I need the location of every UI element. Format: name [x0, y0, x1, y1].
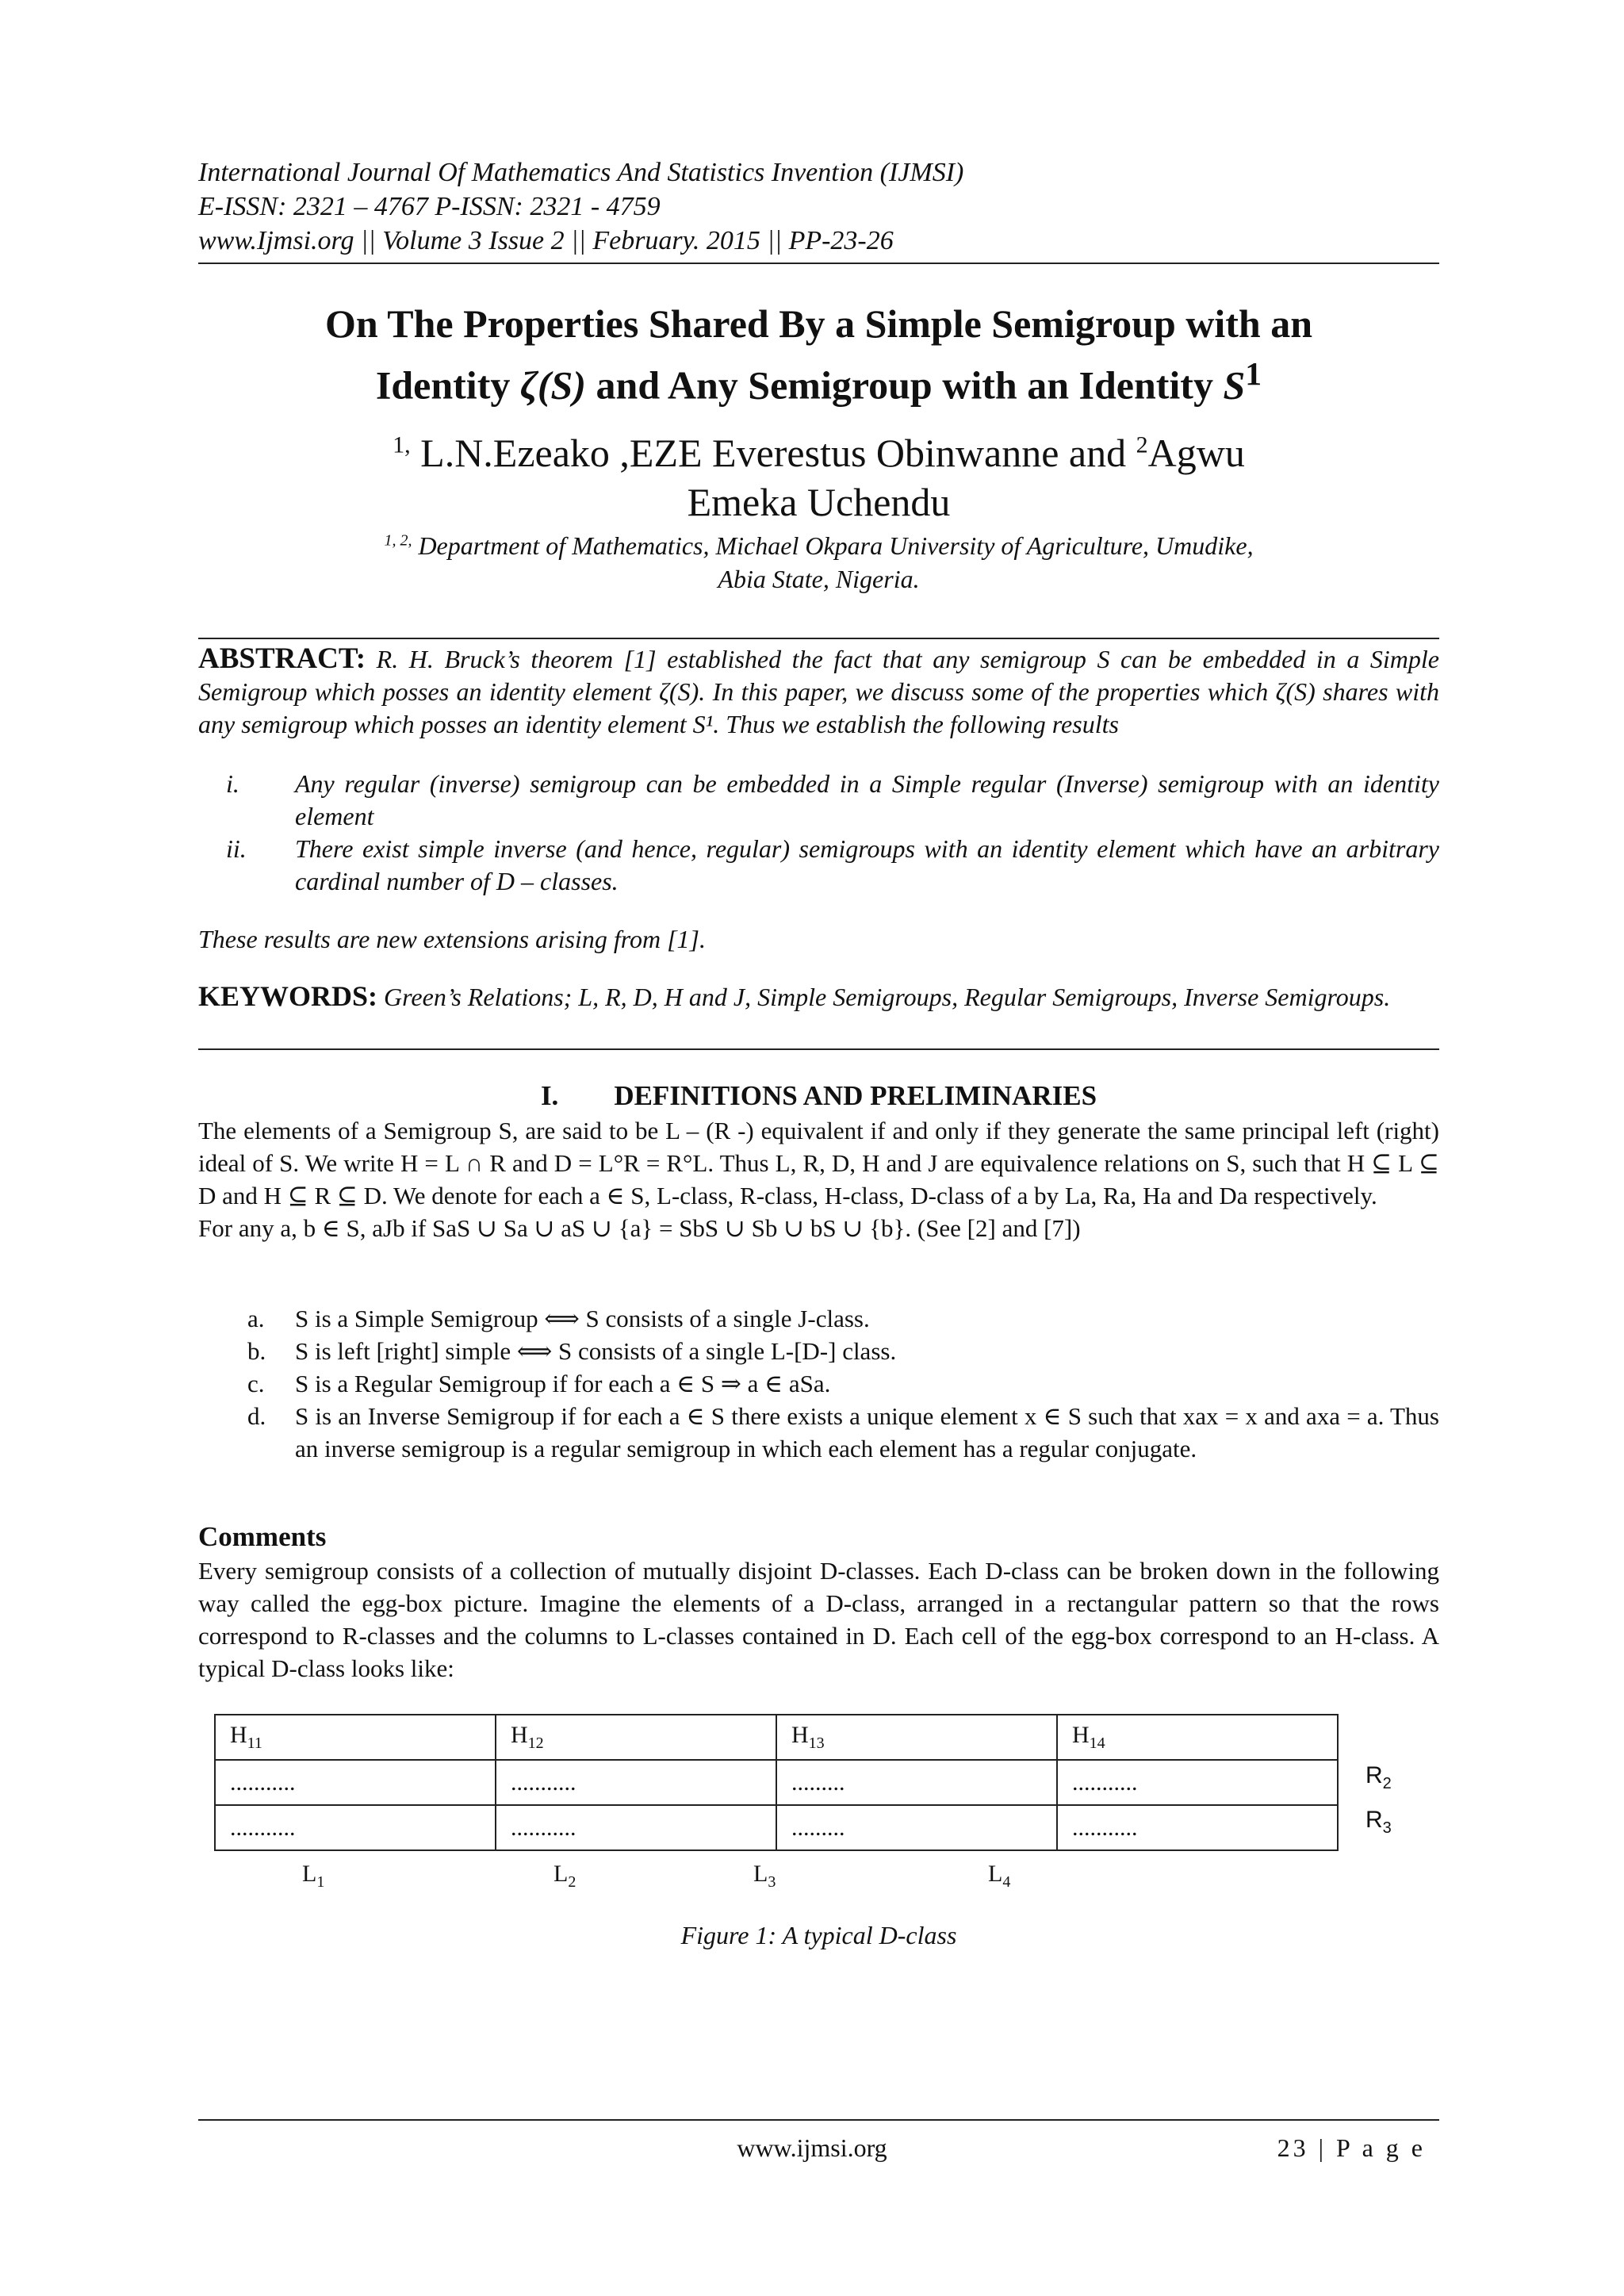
- col-label-l1: $L_1$: [302, 1861, 325, 1891]
- list-item: a. S is a Simple Semigroup ⟺ S consists of a single J-class.: [247, 1305, 870, 1332]
- section-body: [198, 1114, 1439, 1244]
- abstract: [198, 642, 1439, 741]
- col-label-l3: $L_3$: [753, 1861, 776, 1891]
- figure-caption: Figure 1: A typical D-class: [680, 1921, 957, 1949]
- page-number: 23 | P a g e: [1277, 2133, 1426, 2162]
- list-item: c. S is a Regular Semigroup if for each a ∈ S ⇒ a ∈ aSa.: [247, 1370, 831, 1397]
- authors: [198, 428, 1439, 527]
- header-rule: [198, 263, 1439, 264]
- results-list: [226, 768, 1439, 898]
- list-item: b. S is left [right] simple ⟺ S consists of a single L-[D-] class.: [247, 1337, 897, 1365]
- table-row: [215, 1715, 1338, 1760]
- table-cell: ...........: [496, 1805, 776, 1850]
- keywords: [198, 981, 1439, 1013]
- definitions-list: [247, 1302, 1439, 1465]
- table-cell: $H_{14}$: [1057, 1715, 1338, 1760]
- journal-name: International Journal Of Mathematics And Statistics Invention (IJMSI): [198, 158, 964, 187]
- keywords-text: Green’s Relations; L, R, D, H and J, Simple Semigroups, Regular Semigroups, Inverse Semigroups.: [384, 983, 1391, 1011]
- paragraph: For any a, b ∈ S, aJb if SaS ∪ Sa ∪ aS ∪ {a} = SbS ∪ Sb ∪ bS ∪ {b}. (See [2] and [7]): [198, 1214, 1081, 1242]
- journal-issn: E-ISSN: 2321 – 4767 P-ISSN: 2321 - 4759: [198, 192, 661, 221]
- table-cell: .........: [776, 1805, 1057, 1850]
- table-cell: ...........: [215, 1805, 496, 1850]
- authors-line-1: $^{1,}$ L.N.Ezeako ,EZE Everestus Obinwanne and $^2$Agwu: [393, 431, 1245, 475]
- table-cell: ...........: [215, 1760, 496, 1805]
- table-cell: $H_{12}$: [496, 1715, 776, 1760]
- list-item: i. Any regular (inverse) semigroup can be embedded in a Simple regular (Inverse) semigroup with an identity element: [226, 769, 1439, 830]
- comments-text: Every semigroup consists of a collection of mutually disjoint D-classes. Each D-class can be broken down in the following way called the egg-box picture. Imagine the elements of a D-class, arranged in a rectangular pattern so that the rows correspond to R-classes and the columns to L-classes contained in D. Each cell of the egg-box correspond to an H-class. A typical D-class looks like:: [198, 1557, 1439, 1682]
- table-cell: $H_{11}$: [215, 1715, 496, 1760]
- row-label-r3: $R_3$: [1365, 1807, 1392, 1837]
- keywords-bottom-rule: [198, 1048, 1439, 1050]
- keywords-label: KEYWORDS:: [198, 980, 378, 1012]
- table-cell: .........: [776, 1760, 1057, 1805]
- row-label-r2: $R_2$: [1365, 1762, 1392, 1792]
- footer-url: www.ijmsi.org: [737, 2133, 887, 2162]
- table-cell: $H_{13}$: [776, 1715, 1057, 1760]
- title-line-1: On The Properties Shared By a Simple Semigroup with an: [324, 301, 1313, 346]
- abstract-text: R. H. Bruck’s theorem [1] established the fact that any semigroup S can be embedded in a Simple Semigroup which posses an identity element ζ(S). In this paper, we discuss some of the properties which ζ(S) shares with any semigroup which posses an identity element S¹. Thus we establish the following results: [198, 645, 1440, 738]
- paragraph: The elements of a Semigroup S, are said to be L – (R -) equivalent if and only if they generate the same principal left (right) ideal of S. We write H = L ∩ R and D = L°R = R°L. Thus L, R, D, H and J are equivalence relations on S, such that H ⊆ L ⊆ D and H ⊆ R ⊆ D. We denote for each a ∈ S, L-class, R-class, H-class, D-class of a by La, Ra, Ha and Da respectively.: [198, 1117, 1439, 1209]
- footer-rule: [198, 2119, 1439, 2121]
- table-cell: ...........: [496, 1760, 776, 1805]
- table-cell: ...........: [1057, 1760, 1338, 1805]
- section-heading: I. DEFINITIONS AND PRELIMINARIES: [540, 1080, 1097, 1111]
- eggbox-table: [214, 1714, 1339, 1851]
- journal-volume: www.Ijmsi.org || Volume 3 Issue 2 || February. 2015 || PP-23-26: [198, 226, 894, 255]
- table-row: [215, 1760, 1338, 1805]
- abstract-label: ABSTRACT:: [198, 642, 366, 675]
- list-item: d. S is an Inverse Semigroup if for each a ∈ S there exists a unique element x ∈ S such that xax = x and axa = a. Thus an inverse semigroup is a regular semigroup in which each element has a regular conjugate.: [247, 1402, 1439, 1462]
- paper-title: [198, 298, 1439, 411]
- table-cell: ...........: [1057, 1805, 1338, 1850]
- journal-header: [198, 155, 1439, 258]
- table-row: [215, 1805, 1338, 1850]
- comments-heading: Comments: [198, 1521, 327, 1552]
- affiliation: $^{1, 2,}$ Department of Mathematics, Michael Okpara University of Agriculture, Umudike, Abia State, Nigeria.: [384, 531, 1254, 593]
- title-line-2: Identity ζ(S) and Any Semigroup with an Identity $S^1$: [375, 356, 1262, 408]
- extension-note: These results are new extensions arising from [1].: [198, 925, 706, 953]
- col-label-l2: $L_2$: [553, 1861, 576, 1891]
- abstract-top-rule: [198, 638, 1439, 639]
- col-label-l4: $L_4$: [988, 1861, 1011, 1891]
- authors-line-2: Emeka Uchendu: [687, 480, 951, 524]
- list-item: ii. There exist simple inverse (and hence, regular) semigroups with an identity element which have an arbitrary cardinal number of D – classes.: [226, 834, 1439, 895]
